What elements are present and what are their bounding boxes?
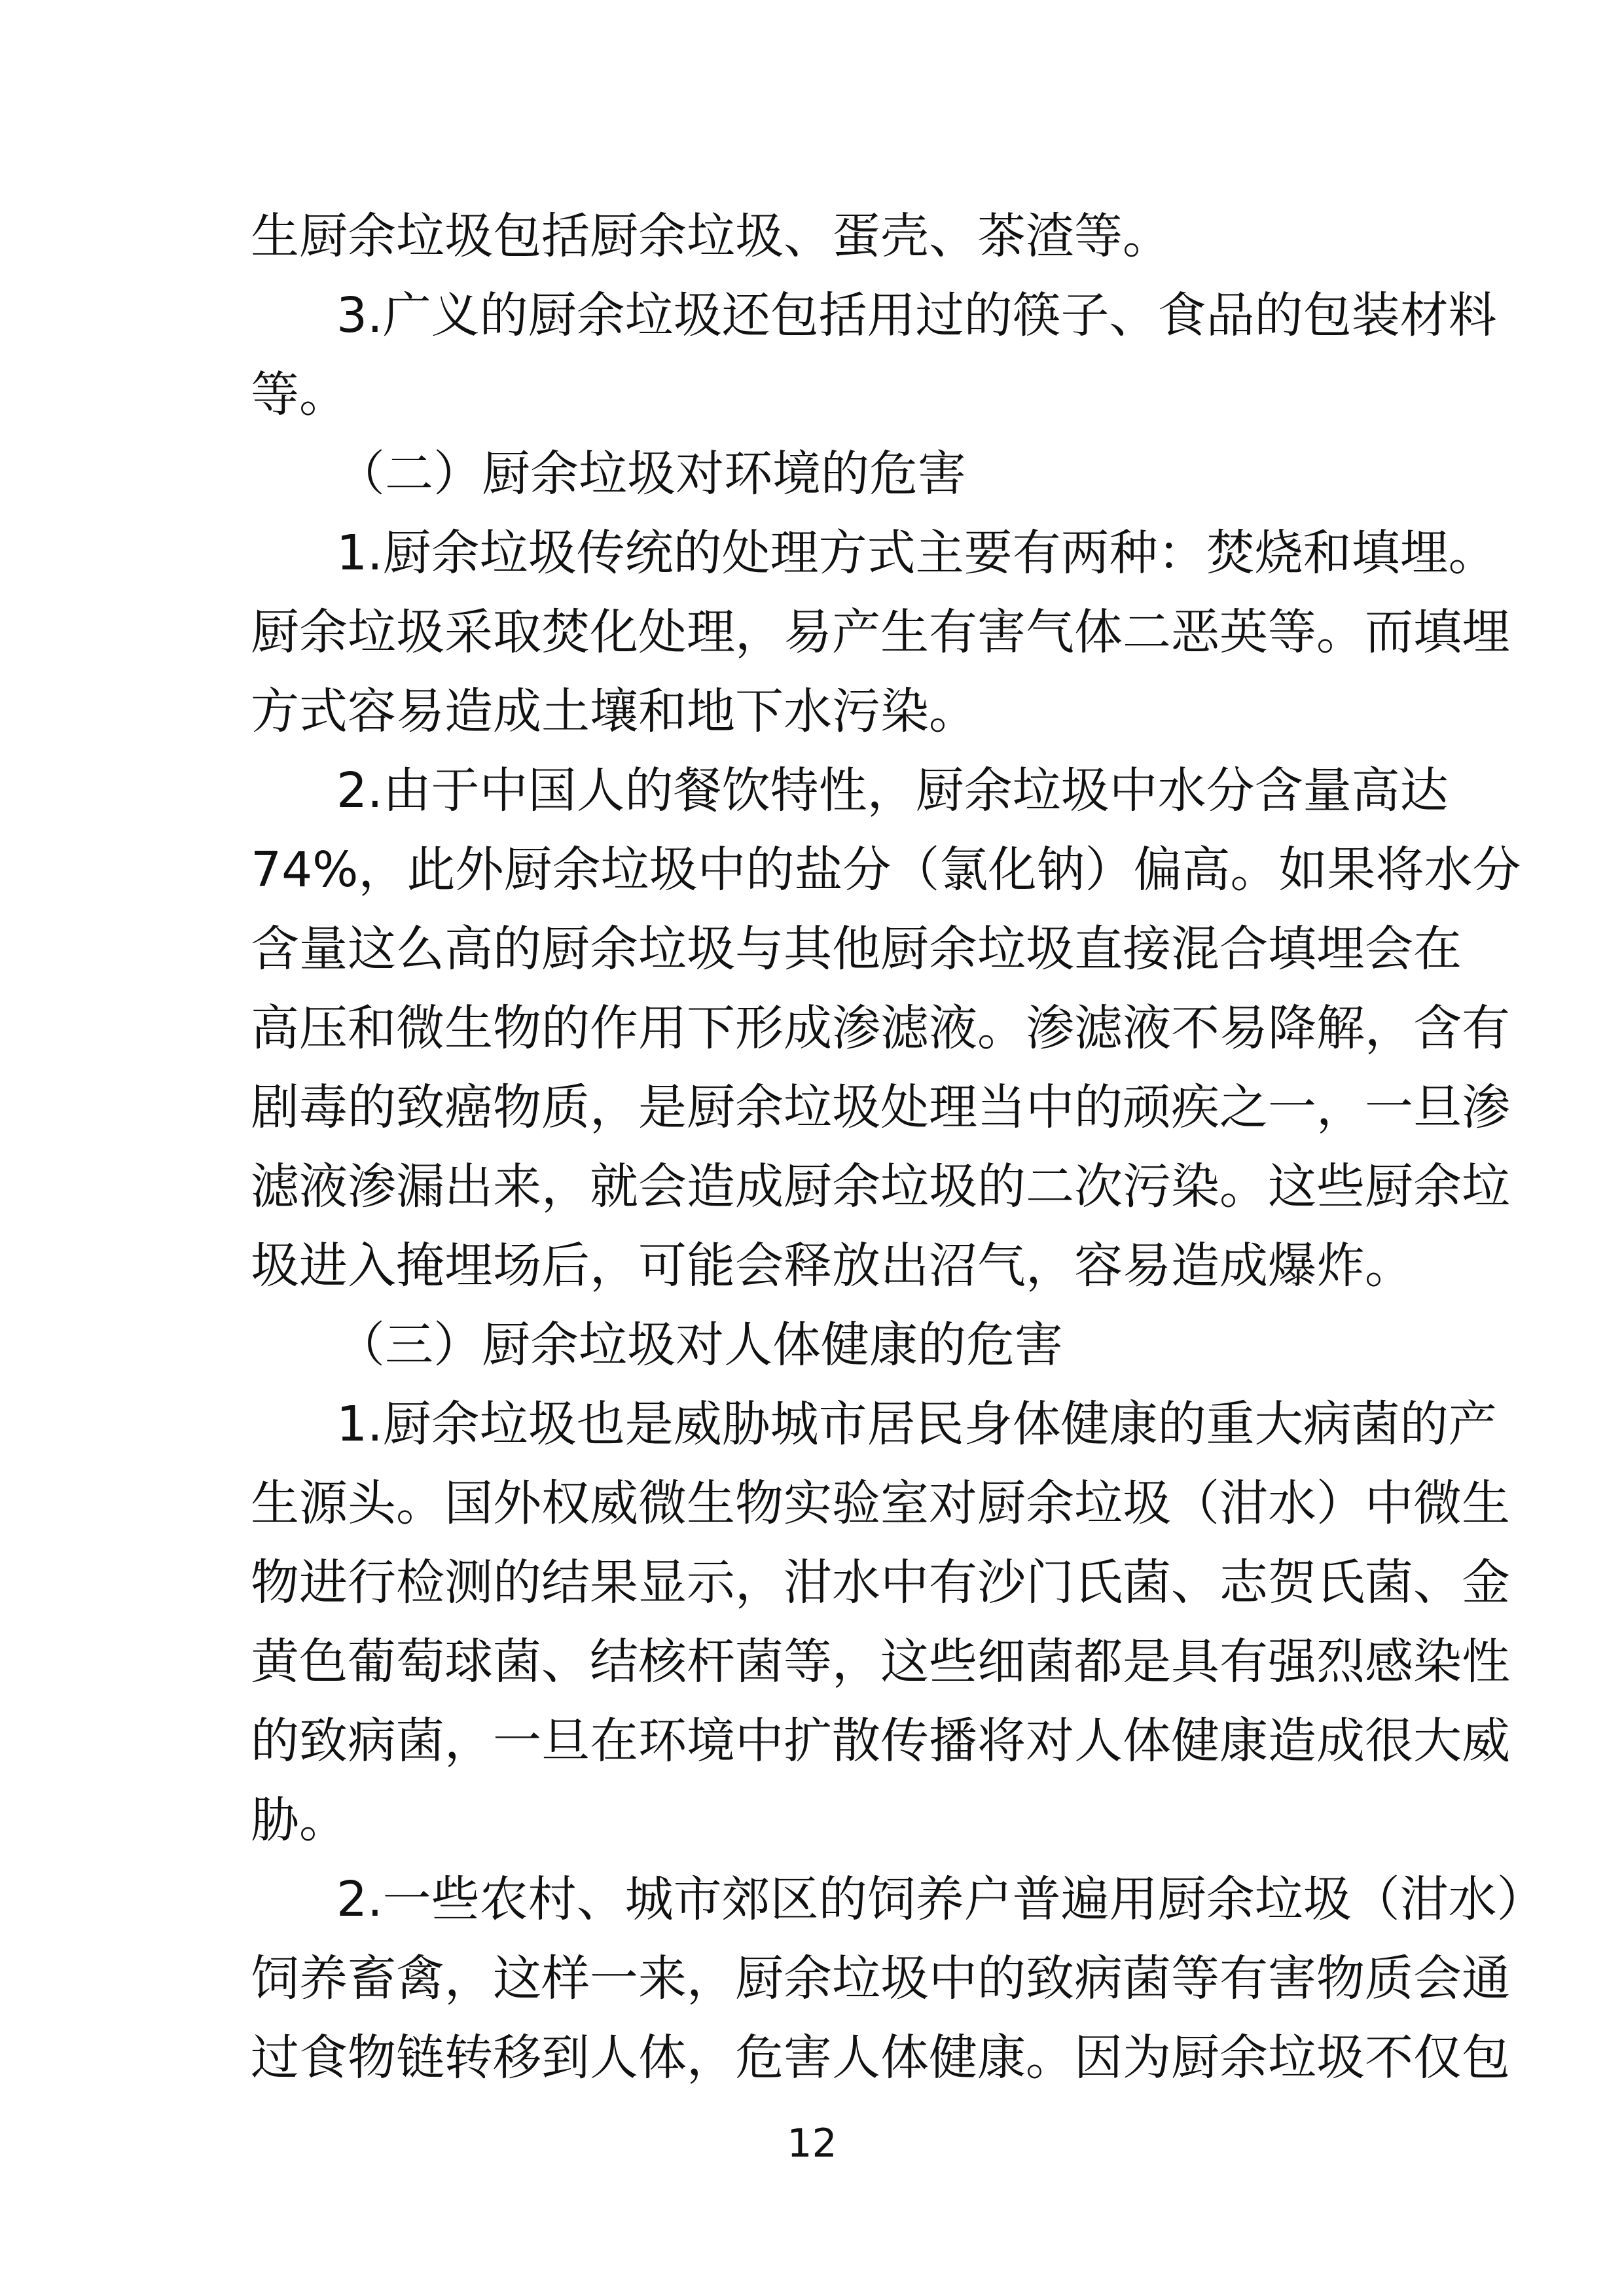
text-line: 生源头。国外权威微生物实验室对厨余垃圾（泔水）中微生 bbox=[251, 1475, 1510, 1532]
text-line: 含量这么高的厨余垃圾与其他厨余垃圾直接混合填埋会在 bbox=[251, 921, 1462, 977]
text-line: 2.一些农村、城市郊区的饲养户普遍用厨余垃圾（泔水） bbox=[336, 1871, 1545, 1928]
text-line: 方式容易造成土壤和地下水污染。 bbox=[251, 683, 977, 740]
text-line: 胁。 bbox=[251, 1792, 348, 1848]
text-line: 2.由于中国人的餐饮特性，厨余垃圾中水分含量高达 bbox=[336, 762, 1449, 819]
text-line: 饲养畜禽，这样一来，厨余垃圾中的致病菌等有害物质会通 bbox=[251, 1950, 1510, 2007]
text-line: 1.厨余垃圾也是威胁城市居民身体健康的重大病菌的产 bbox=[336, 1396, 1497, 1452]
text-line: 高压和微生物的作用下形成渗滤液。渗滤液不易降解，含有 bbox=[251, 1000, 1510, 1056]
text-line: 过食物链转移到人体，危害人体健康。因为厨余垃圾不仅包 bbox=[251, 2030, 1510, 2086]
section-heading: （二）厨余垃圾对环境的危害 bbox=[336, 446, 966, 502]
text-line: 1.厨余垃圾传统的处理方式主要有两种：焚烧和填埋。 bbox=[336, 525, 1497, 581]
text-line: 圾进入掩埋场后，可能会释放出沼气，容易造成爆炸。 bbox=[251, 1238, 1413, 1294]
text-line: 3.广义的厨余垃圾还包括用过的筷子、食品的包装材料 bbox=[336, 287, 1497, 344]
text-line: 剧毒的致癌物质，是厨余垃圾处理当中的顽疾之一，一旦渗 bbox=[251, 1079, 1510, 1136]
text-line: 74%，此外厨余垃圾中的盐分（氯化钠）偏高。如果将水分 bbox=[251, 842, 1521, 898]
section-heading: （三）厨余垃圾对人体健康的危害 bbox=[336, 1317, 1063, 1373]
text-line: 生厨余垃圾包括厨余垃圾、蛋壳、茶渣等。 bbox=[251, 208, 1171, 264]
text-line: 黄色葡萄球菌、结核杆菌等，这些细菌都是具有强烈感染性 bbox=[251, 1634, 1510, 1690]
text-line: 厨余垃圾采取焚化处理，易产生有害气体二恶英等。而填埋 bbox=[251, 604, 1510, 660]
text-line: 滤液渗漏出来，就会造成厨余垃圾的二次污染。这些厨余垃 bbox=[251, 1158, 1510, 1215]
text-line: 等。 bbox=[251, 367, 348, 423]
text-line: 的致病菌，一旦在环境中扩散传播将对人体健康造成很大威 bbox=[251, 1713, 1510, 1769]
text-line: 物进行检测的结果显示，泔水中有沙门氏菌、志贺氏菌、金 bbox=[251, 1554, 1510, 1611]
page-number: 12 bbox=[787, 2121, 837, 2166]
